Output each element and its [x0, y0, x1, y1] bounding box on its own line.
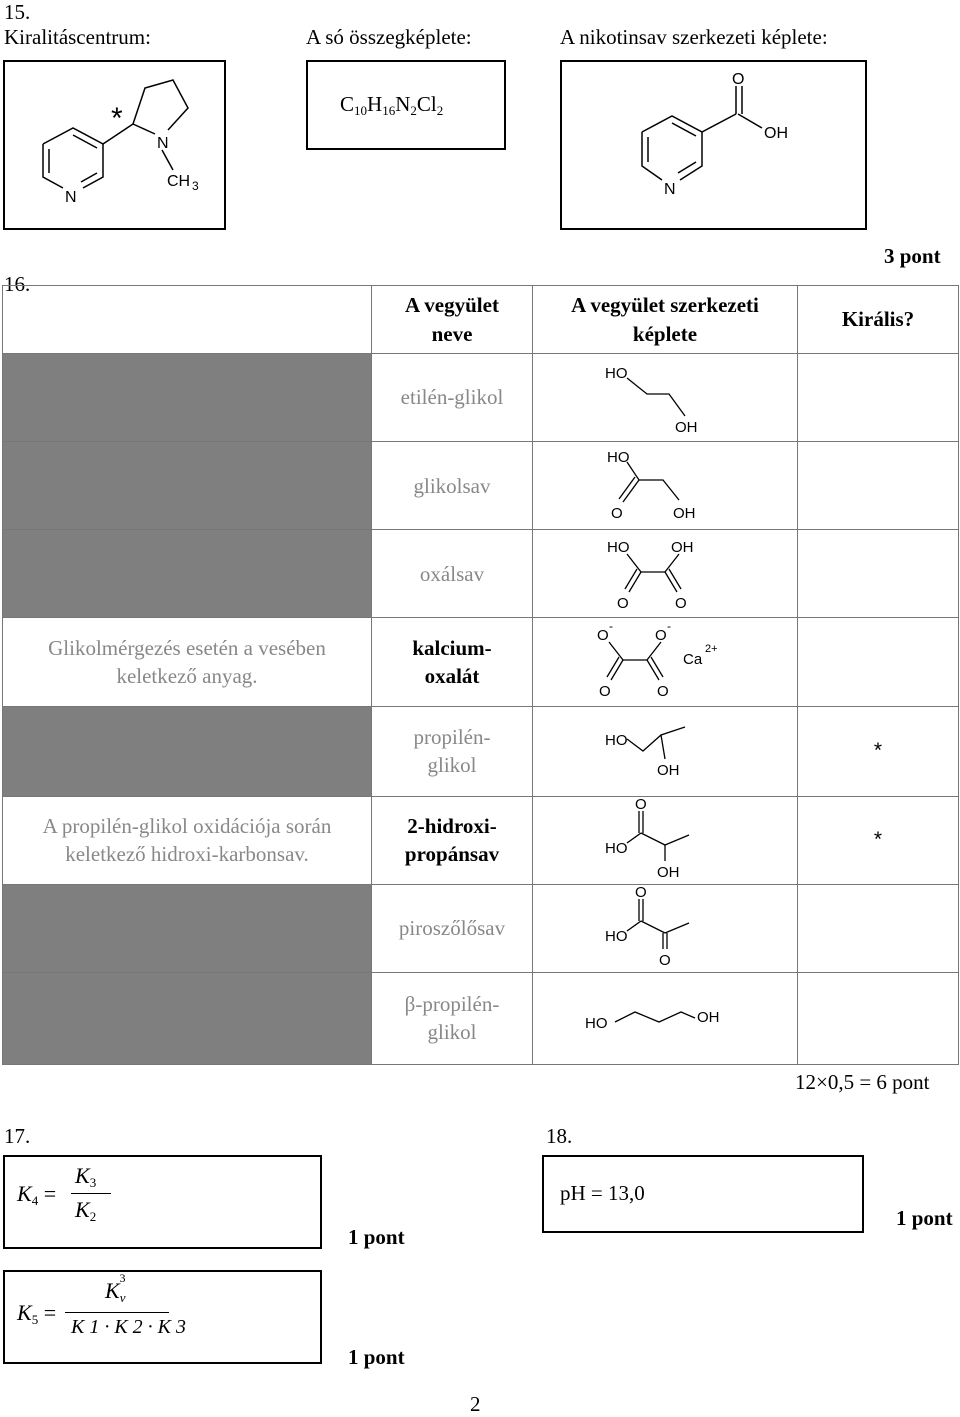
row-description — [3, 972, 372, 1064]
header-description — [3, 286, 372, 354]
row-chiral: * — [798, 796, 959, 884]
row-name: etilén-glikol — [372, 354, 533, 442]
svg-text:-: - — [609, 621, 613, 633]
row-description — [3, 354, 372, 442]
svg-text:N: N — [157, 135, 169, 152]
k4-answer-box — [3, 1155, 322, 1249]
svg-text:O: O — [635, 797, 647, 814]
row-chiral — [798, 618, 959, 706]
table-row — [3, 884, 959, 972]
svg-text:OH: OH — [675, 418, 698, 436]
1-3-propanediol-structure — [565, 988, 765, 1048]
svg-text:OH: OH — [697, 1009, 720, 1027]
row-name: propilén- glikol — [372, 706, 533, 796]
table-row — [3, 972, 959, 1064]
ph-answer: pH = 13,0 — [560, 1181, 645, 1205]
svg-text:HO: HO — [605, 732, 628, 750]
row-structure — [533, 706, 798, 796]
table-row — [3, 706, 959, 796]
row-description — [3, 706, 372, 796]
svg-text:HO: HO — [605, 364, 628, 382]
oxalic-acid-structure — [585, 534, 745, 614]
svg-text:O: O — [675, 594, 687, 612]
question-18-number: 18. — [546, 1124, 573, 1148]
svg-text:HO: HO — [605, 840, 628, 858]
row-chiral — [798, 972, 959, 1064]
question-16-score: 12×0,5 = 6 pont — [795, 1070, 930, 1094]
svg-text:O: O — [617, 594, 629, 612]
pyruvic-acid-structure — [585, 885, 745, 971]
row-structure — [533, 796, 798, 884]
propylene-glycol-structure — [585, 711, 745, 791]
header-chiral: Királis? — [798, 286, 959, 354]
row-chiral — [798, 442, 959, 530]
svg-text:N: N — [65, 189, 77, 206]
k4-lhs: $K_4$ = — [17, 1181, 57, 1208]
svg-text:O: O — [611, 504, 623, 522]
header-structure: A vegyület szerkezeti képlete — [533, 286, 798, 354]
svg-text:HO: HO — [605, 928, 628, 946]
chirality-asterisk: * — [111, 102, 123, 135]
row-structure — [533, 972, 798, 1064]
svg-text:-: - — [667, 621, 671, 633]
salt-formula: $C_{10}H_{16}N_2Cl_2$ — [340, 92, 444, 118]
k5-answer-box — [3, 1270, 322, 1364]
svg-text:Ca: Ca — [683, 650, 703, 668]
row-chiral — [798, 354, 959, 442]
question-16-number: 16. — [4, 272, 31, 296]
glycolic-acid-structure — [585, 446, 745, 526]
salt-formula-label: A só összegképlete: — [306, 25, 472, 49]
svg-text:HO: HO — [585, 1015, 608, 1033]
k5-numerator: $K_v^3$ — [105, 1271, 126, 1305]
svg-text:OH: OH — [671, 538, 694, 556]
header-name: A vegyület neve — [372, 286, 533, 354]
row-name: β-propilén- glikol — [372, 972, 533, 1064]
svg-text:O: O — [657, 682, 669, 700]
q17-points-1: 1 pont — [348, 1225, 405, 1249]
row-description: A propilén-glikol oxidációja során keletkező hidroxi-karbonsav. — [3, 796, 372, 884]
k4-fraction-bar — [71, 1193, 111, 1194]
svg-text:OH: OH — [657, 864, 680, 882]
svg-text:CH: CH — [167, 173, 191, 190]
nicotine-structure-box — [3, 60, 226, 230]
row-description — [3, 884, 372, 972]
row-structure — [533, 530, 798, 618]
chirality-center-label: Kiralitáscentrum: — [4, 25, 151, 49]
svg-text:O: O — [597, 626, 609, 644]
row-chiral — [798, 530, 959, 618]
svg-text:3: 3 — [192, 179, 199, 193]
row-description — [3, 530, 372, 618]
svg-text:O: O — [599, 682, 611, 700]
salt-formula-box — [306, 60, 506, 150]
svg-text:HO: HO — [607, 538, 630, 556]
row-name: kalcium- oxalát — [372, 618, 533, 706]
ethylene-glycol-structure — [585, 358, 745, 438]
svg-text:O: O — [655, 626, 667, 644]
row-name: oxálsav — [372, 530, 533, 618]
row-structure — [533, 618, 798, 706]
table-row — [3, 354, 959, 442]
compound-table — [2, 285, 959, 1065]
svg-text:N: N — [664, 181, 676, 198]
svg-text:O: O — [732, 71, 745, 88]
page-number: 2 — [470, 1392, 481, 1416]
question-17-number: 17. — [4, 1124, 31, 1148]
question-15-number: 15. — [4, 0, 31, 24]
row-name: glikolsav — [372, 442, 533, 530]
nicotine-structure — [5, 62, 224, 228]
row-description — [3, 442, 372, 530]
table-row — [3, 530, 959, 618]
svg-text:OH: OH — [673, 504, 696, 522]
row-structure — [533, 884, 798, 972]
calcium-oxalate-structure — [575, 622, 755, 702]
k5-fraction-bar — [65, 1312, 169, 1313]
q18-points: 1 pont — [896, 1206, 953, 1230]
table-row — [3, 796, 959, 884]
svg-text:2+: 2+ — [705, 642, 718, 655]
table-row — [3, 442, 959, 530]
row-chiral: * — [798, 706, 959, 796]
nicotinic-acid-label: A nikotinsav szerkezeti képlete: — [560, 25, 828, 49]
svg-text:OH: OH — [657, 762, 680, 780]
lactic-acid-structure — [585, 797, 745, 883]
k4-numerator: $K_3$ — [75, 1163, 97, 1190]
nicotinic-acid-structure — [562, 62, 865, 228]
k5-lhs: $K_5$ = — [17, 1300, 57, 1327]
row-name: 2-hidroxi- propánsav — [372, 796, 533, 884]
svg-text:O: O — [659, 952, 671, 970]
table-row — [3, 618, 959, 706]
row-description: Glikolmérgezés esetén a vesében keletkező anyag. — [3, 618, 372, 706]
row-name: piroszőlősav — [372, 884, 533, 972]
k4-denominator: $K_2$ — [75, 1197, 97, 1224]
k5-denominator: K 1 · K 2 · K 3 — [71, 1316, 187, 1338]
nicotinic-acid-box — [560, 60, 867, 230]
row-structure — [533, 442, 798, 530]
q17-points-2: 1 pont — [348, 1345, 405, 1369]
row-structure — [533, 354, 798, 442]
svg-text:HO: HO — [607, 448, 630, 466]
svg-text:OH: OH — [764, 125, 788, 142]
ph-answer-box — [542, 1155, 864, 1233]
svg-text:O: O — [635, 885, 647, 902]
row-chiral — [798, 884, 959, 972]
question-16-points: 3 pont — [884, 244, 941, 268]
